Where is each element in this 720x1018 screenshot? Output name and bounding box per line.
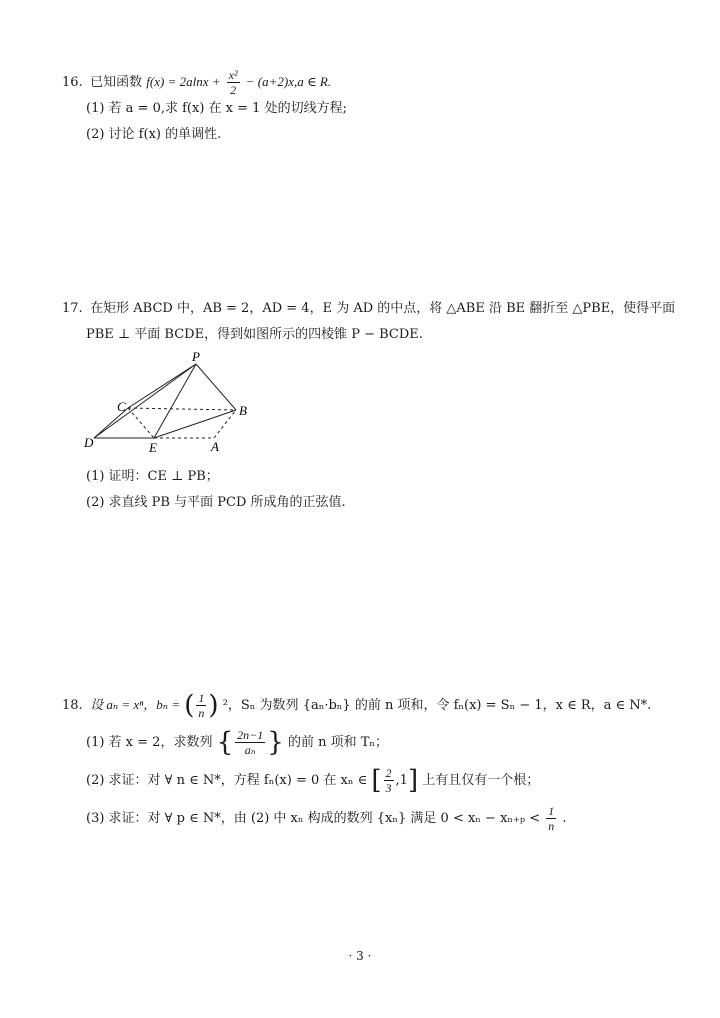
q17-number: 17. xyxy=(62,301,83,316)
edge-EB xyxy=(154,410,236,438)
q18-p1-b: 的前 n 项和 Tₙ； xyxy=(287,735,389,750)
q16-stem-text-a: 已知函数 xyxy=(90,75,143,90)
q16-fraction xyxy=(227,68,240,97)
q18-stem-b: ²，Sₙ 为数列 {aₙ·bₙ} 的前 n 项和，令 fₙ(x) = Sₙ − 1，x ∈ R，a ∈ N*. xyxy=(222,698,652,713)
edge-EP xyxy=(154,364,196,438)
label-B: B xyxy=(239,403,247,418)
q18-frac-den: n xyxy=(198,706,205,720)
q18-p3-frac-num: 1 xyxy=(548,804,555,818)
q18-p2-a: (2) 求证：对 ∀ n ∈ N*，方程 fₙ(x) = 0 在 xₙ ∈ xyxy=(86,773,368,788)
q18-p3-a: (3) 求证：对 ∀ p ∈ N*，由 (2) 中 xₙ 构成的数列 {xₙ} 满足 0 < xₙ − xₙ₊ₚ < xyxy=(86,811,541,826)
q18-p2-frac-den: 3 xyxy=(385,781,392,795)
q18-p2-left-bracket: [ xyxy=(371,765,382,796)
q17-stem-line2: PBE ⊥ 平面 BCDE，得到如图所示的四棱锥 P − BCDE. xyxy=(86,327,423,342)
q18-p3-b: . xyxy=(562,811,567,826)
q18-part3 xyxy=(86,804,567,834)
q16-part2: (2) 讨论 f(x) 的单调性. xyxy=(86,127,222,142)
label-C: C xyxy=(117,399,126,414)
q18-p3-frac-den: n xyxy=(548,819,555,833)
q18-part2 xyxy=(86,766,539,796)
q18-frac-num: 1 xyxy=(198,691,205,705)
q18-p1-frac-den: aₙ xyxy=(244,743,256,757)
label-A: A xyxy=(211,439,219,454)
q18-p2-frac-num: 2 xyxy=(385,766,392,780)
q17-part2: (2) 求直线 PB 与平面 PCD 所成角的正弦值. xyxy=(86,495,346,510)
q18-stem-a: 设 aₙ = xⁿ，bₙ = xyxy=(90,697,181,712)
q18-p2-right-bracket: ] xyxy=(407,765,419,796)
q18-p1-a: (1) 若 x = 2，求数列 xyxy=(86,735,213,750)
q16-frac-num: x² xyxy=(228,68,238,82)
q16-part1: (1) 若 a = 0,求 f(x) 在 x = 1 处的切线方程; xyxy=(86,101,347,116)
q16-function-def: f(x) = 2alnx + xyxy=(146,74,221,89)
q18-p1-left-brace: { xyxy=(216,727,234,758)
edge-PB xyxy=(196,364,236,410)
q18-part1 xyxy=(86,728,388,758)
q18-fraction xyxy=(196,691,206,720)
q18-p1-frac-num: 2n−1 xyxy=(237,728,264,742)
q17-stem-text1: 在矩形 ABCD 中，AB = 2，AD = 4，E 为 AD 的中点，将 △ABE 沿 BE 翻折至 △PBE，使得平面 xyxy=(90,301,676,316)
edge-CP xyxy=(128,364,196,408)
q18-p1-fraction xyxy=(235,728,265,757)
q16-frac-den: 2 xyxy=(230,83,237,97)
edge-CE xyxy=(128,408,154,438)
q18-left-paren: ( xyxy=(184,690,195,721)
q17-stem-line1 xyxy=(62,300,675,318)
q18-p3-fraction xyxy=(546,804,556,833)
q16-stem xyxy=(62,68,331,97)
label-E: E xyxy=(149,440,157,455)
q18-p2-fraction xyxy=(384,766,394,795)
q18-number: 18. xyxy=(62,698,83,713)
q18-p2-b: ,1 xyxy=(395,773,408,788)
q16-number: 16. xyxy=(62,75,83,90)
q18-right-paren: ) xyxy=(208,690,219,721)
page-number: · 3 · xyxy=(348,949,372,963)
q18-p1-right-brace: } xyxy=(267,727,284,758)
edge-CB xyxy=(128,408,236,410)
q17-part1: (1) 证明：CE ⊥ PB； xyxy=(86,469,219,484)
q18-stem xyxy=(62,690,651,721)
q16-function-rest: − (a+2)x,a ∈ R. xyxy=(245,74,332,89)
q17-pyramid-figure xyxy=(82,350,262,455)
q18-p2-c: 上有且仅有一个根； xyxy=(422,773,540,788)
label-P: P xyxy=(192,350,200,364)
label-D: D xyxy=(84,435,94,450)
